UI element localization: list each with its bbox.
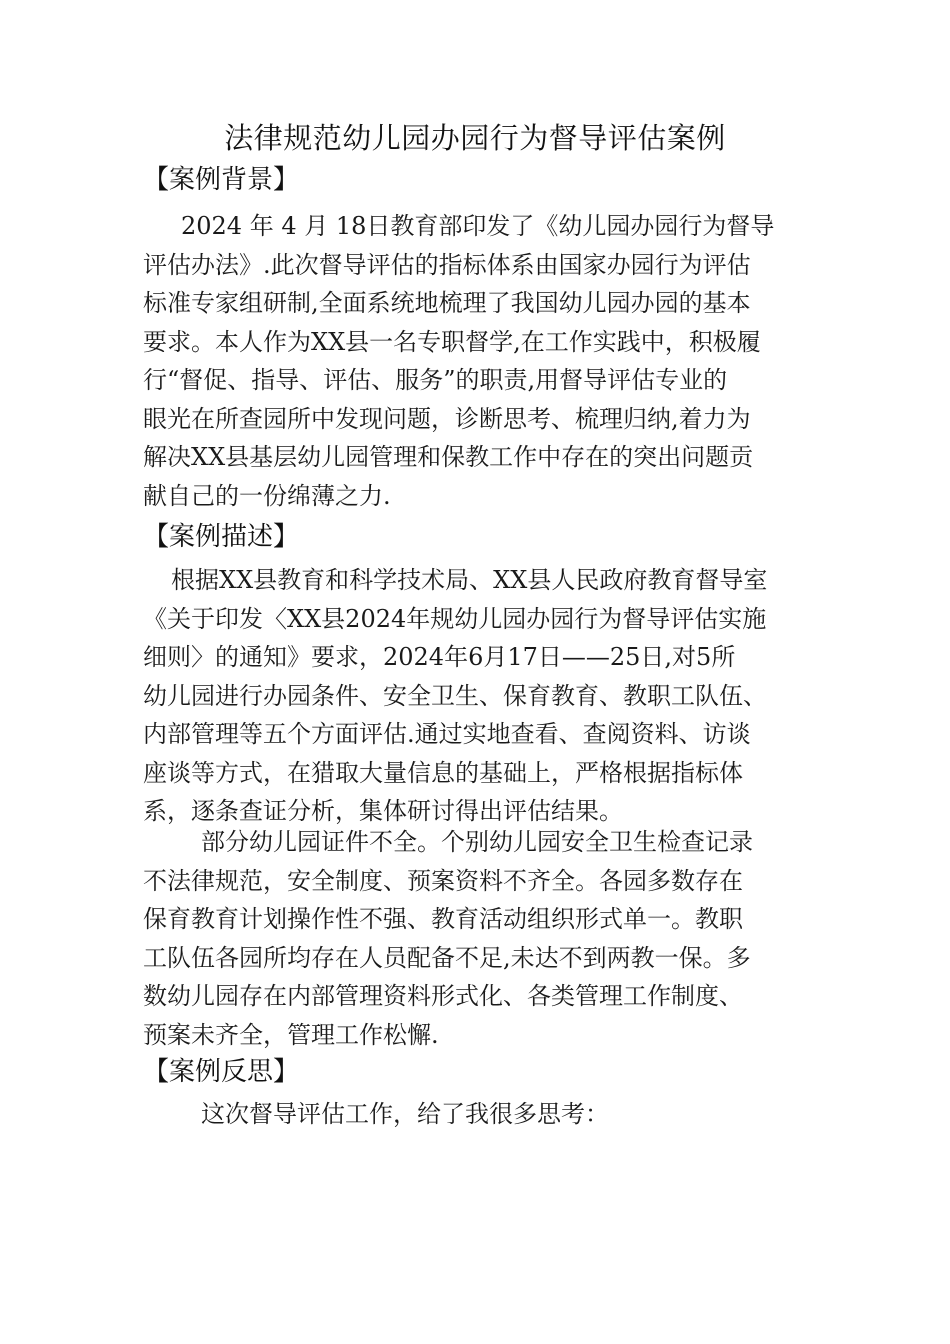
paragraph-line: 座谈等方式，在猎取大量信息的基础上，严格根据指标体 xyxy=(143,758,743,787)
paragraph-line: 数幼儿园存在内部管理资料形式化、各类管理工作制度、 xyxy=(143,982,743,1010)
paragraph-line: 献自己的一份绵薄之力. xyxy=(143,481,391,510)
paragraph-line: 《关于印发〈XX县2024年规幼儿园办园行为督导评估实施 xyxy=(143,604,767,633)
section-heading-description: 【案例描述】 xyxy=(143,522,300,552)
document-title: 法律规范幼儿园办园行为督导评估案例 xyxy=(224,121,726,155)
paragraph-line: 2024 年 4 月 18日教育部印发了《幼儿园办园行为督导 xyxy=(181,212,775,240)
section-heading-background: 【案例背景】 xyxy=(143,165,300,195)
paragraph-line: 幼儿园进行办园条件、安全卫生、保育教育、教职工队伍、 xyxy=(143,681,767,710)
paragraph-line: 行“督促、指导、评估、服务”的职责,用督导评估专业的 xyxy=(143,366,728,394)
paragraph-line: 解决XX县基层幼儿园管理和保教工作中存在的突出问题贡 xyxy=(143,443,754,471)
paragraph-line: 不法律规范，安全制度、预案资料不齐全。各园多数存在 xyxy=(143,866,743,895)
paragraph-line: 工队伍各园所均存在人员配备不足,未达不到两教一保。多 xyxy=(143,943,751,972)
paragraph-line: 保育教育计划操作性不强、教育活动组织形式单一。教职 xyxy=(143,905,743,933)
paragraph-line: 部分幼儿园证件不全。个别幼儿园安全卫生检查记录 xyxy=(201,828,753,856)
paragraph-line: 眼光在所查园所中发现问题，诊断思考、梳理归纳,着力为 xyxy=(143,404,751,433)
paragraph-line: 标准专家组研制,全面系统地梳理了我国幼儿园办园的基本 xyxy=(143,289,751,317)
paragraph-line: 这次督导评估工作，给了我很多思考： xyxy=(201,1100,609,1128)
description-paragraph-2 xyxy=(143,823,808,1054)
description-paragraph-1 xyxy=(143,561,808,831)
paragraph-line: 根据XX县教育和科学技术局、XX县人民政府教育督导室 xyxy=(171,566,768,594)
background-paragraph xyxy=(143,207,808,515)
paragraph-line: 评估办法》.此次督导评估的指标体系由国家办园行为评估 xyxy=(143,250,751,279)
paragraph-line: 要求。本人作为XX县一名专职督学,在工作实践中，积极履 xyxy=(143,327,761,356)
reflection-paragraph xyxy=(143,1095,808,1134)
paragraph-line: 内部管理等五个方面评估.通过实地查看、查阅资料、访谈 xyxy=(143,720,751,748)
paragraph-line: 细则〉的通知》要求，2024年6月17日——25日,对5所 xyxy=(143,643,736,671)
paragraph-line: 预案未齐全，管理工作松懈. xyxy=(143,1020,439,1049)
paragraph-line: 系，逐条查证分析，集体研讨得出评估结果。 xyxy=(143,797,623,825)
section-heading-reflection: 【案例反思】 xyxy=(143,1057,300,1087)
